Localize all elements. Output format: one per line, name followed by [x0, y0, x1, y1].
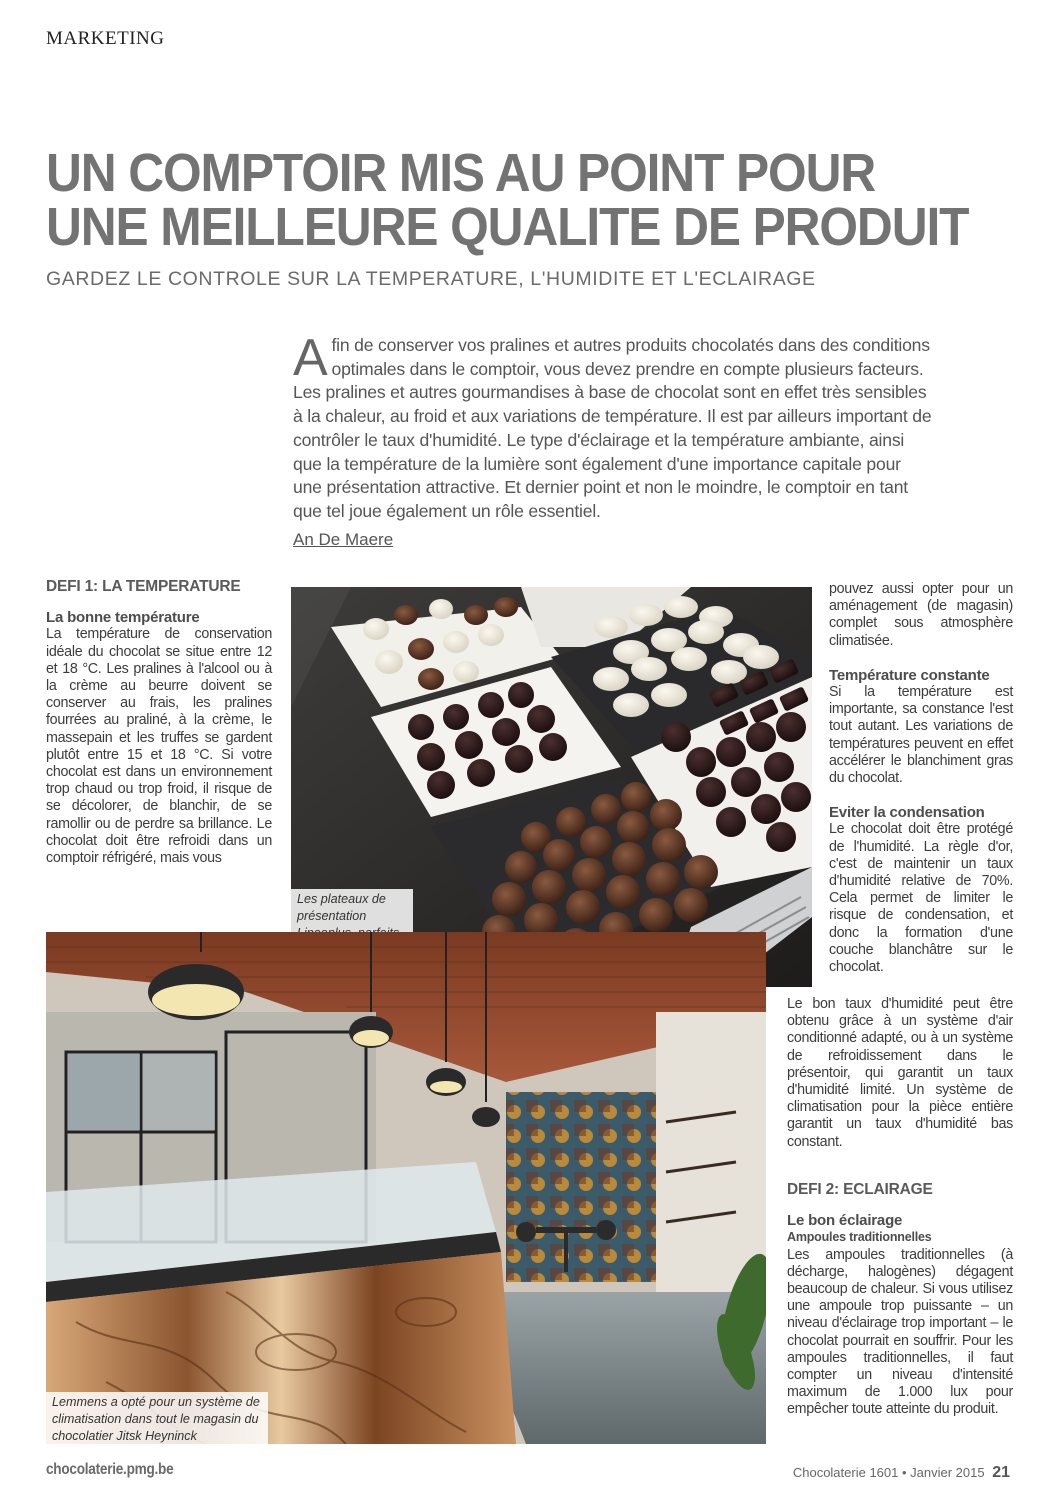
- subheadline: GARDEZ LE CONTROLE SUR LA TEMPERATURE, L'HUMIDITE ET L'ECLAIRAGE: [46, 268, 816, 290]
- right-column-condensation-2: [787, 996, 1013, 1151]
- issue-info: Chocolaterie 1601 • Janvier 2015: [792, 1465, 985, 1480]
- temp-constante-body: Si la température est importante, sa constance l'est tout autant. Les variations de températures peuvent en effet accélérer le blanchiment gras du chocolat.: [829, 684, 1013, 787]
- dropcap: A: [293, 329, 328, 387]
- left-column: [46, 578, 272, 867]
- footer-issue: [793, 1464, 1010, 1482]
- condensation-heading: Eviter la condensation: [829, 804, 985, 822]
- author-link[interactable]: An De Maere: [293, 530, 394, 549]
- condensation-body-1: Le chocolat doit être protégé de l'humidité. La règle d'or, c'est de maintenir un taux d'humidité relative de 70%. Cela permet de limiter le risque de condensation, et donc la formation d'une couche blanchâtre sur le chocolat.: [829, 821, 1013, 976]
- condensation-body-2: Le bon taux d'humidité peut être obtenu grâce à un système d'air conditionné adapté, ou à un système de refroidissement dans le présentoir, qui garantit un taux d'humidité limité. Un système de climatisation pour la pièce entière garantit un taux d'humidité bas constant.: [787, 996, 1013, 1150]
- shop-caption: Lemmens a opté pour un système de climatisation dans tout le magasin du chocolatier Jitsk Heyninck: [46, 1392, 268, 1444]
- temperature-subheading: La bonne température: [46, 609, 200, 627]
- footer-website[interactable]: chocolaterie.pmg.be: [46, 1461, 174, 1478]
- headline: [46, 143, 969, 257]
- shop-interior-photo: [46, 932, 766, 1444]
- ampoules-body: Les ampoules traditionnelles (à décharge, halogènes) dégagent beaucoup de chaleur. Si vous utilisez une ampoule trop puissante – un niveau d'éclairage trop important – le chocolat pourrait en souffrir. Pour les ampoules traditionnelles, il faut compter un niveau d'intensité maximum de 1.000 lux pour empêcher toute atteinte du produit.: [787, 1246, 1013, 1418]
- defi1-body: La température de conservation idéale du chocolat se situe entre 12 et 18 °C. Les pralines à l'alcool ou à la crème au beurre doivent se conserver au frais, les pralines fourrées au praliné, à la crème, le massepain et les truffes se gardent plutôt entre 15 et 18 °C. Si votre chocolat est dans un environnement trop chaud ou trop froid, il risque de se décolorer, de blanchir, de se ramollir ou de perdre sa brillance. Le chocolat doit être refroidi dans un comptoir réfrigéré, mais vous: [46, 626, 272, 867]
- headline-line-1: UN COMPTOIR MIS AU POINT POUR: [46, 143, 876, 203]
- chocolates-caption: Les plateaux de présentation: [291, 889, 413, 987]
- headline-line-2: UNE MEILLEURE QUALITE DE PRODUIT: [46, 197, 969, 257]
- continuation-text: pouvez aussi opter pour un aménagement (de magasin) complet sous atmosphère climatisée.: [829, 581, 1013, 649]
- eclairage-heading: Le bon éclairage: [787, 1212, 903, 1230]
- shop-interior-illustration: [46, 932, 766, 1444]
- intro-paragraph: [293, 329, 933, 524]
- temp-constante-heading: Température constante: [829, 666, 990, 684]
- right-column-defi2: [787, 1181, 1013, 1419]
- right-column-top: [829, 581, 1013, 976]
- defi1-heading: DEFI 1: LA TEMPERATURE: [46, 578, 241, 595]
- intro-text: fin de conserver vos pralines et autres produits chocolatés dans des conditions optimales dans le comptoir, vous devez prendre en compte plusieurs facteurs. Les pralines et autres gourmandises à base de chocolat sont en effet très sensibles à la chaleur, au froid et aux variations de température. Il est par ailleurs important de contrôler le taux d'humidité. Le type d'éclairage et la température ambiante, ainsi que la température de la lumière sont également d'une importance capitale pour une présentation attractive. Et dernier point et non le moindre, le comptoir en tant que tel joue également un rôle essentiel.: [293, 335, 932, 521]
- section-label: MARKETING: [46, 28, 165, 49]
- ampoules-heading: Ampoules traditionnelles: [787, 1230, 932, 1245]
- page-number: 21: [992, 1464, 1010, 1481]
- defi2-heading: DEFI 2: ECLAIRAGE: [787, 1181, 933, 1198]
